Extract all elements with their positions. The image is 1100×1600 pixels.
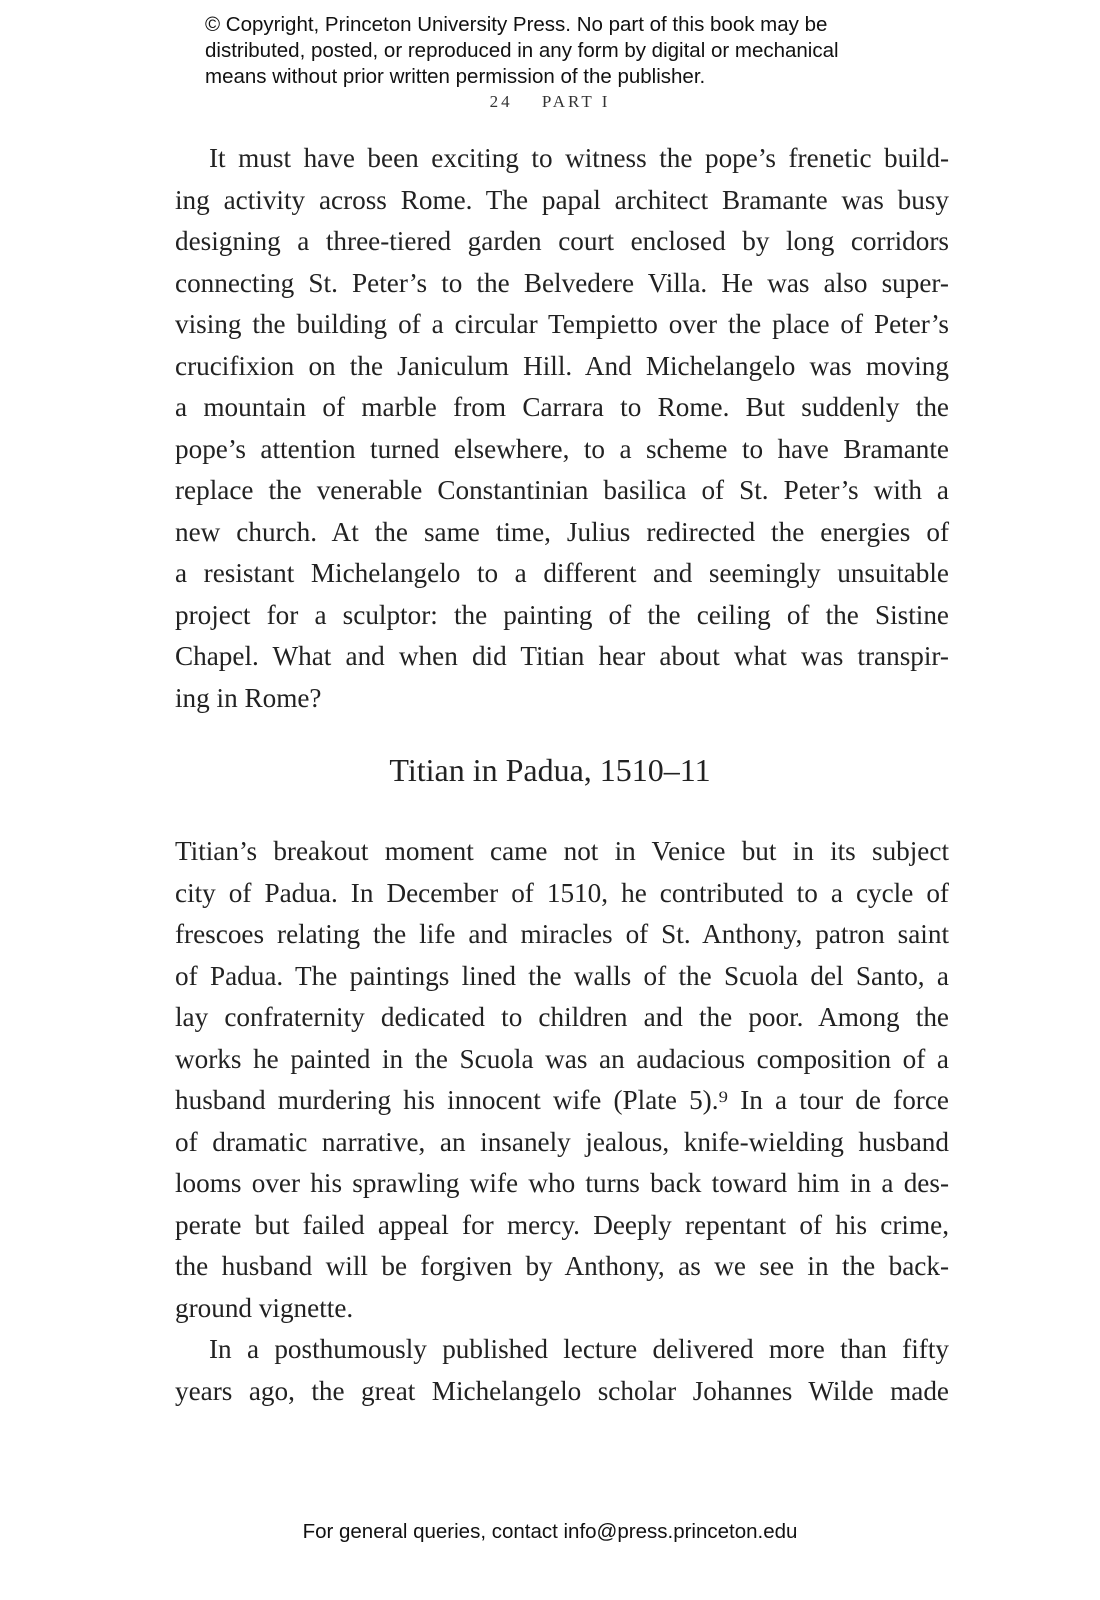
text-line: connecting St. Peter’s to the Belvedere Villa. He was also super- xyxy=(175,267,949,298)
copyright-notice xyxy=(205,12,925,90)
copyright-line: distributed, posted, or reproduced in any form by digital or mechanical xyxy=(205,39,839,62)
part-label: PART I xyxy=(541,92,611,111)
text-line: Chapel. What and when did Titian hear about what was transpir- xyxy=(175,641,949,671)
text-line: a resistant Michelangelo to a different and seemingly unsuitable xyxy=(175,558,949,588)
text-line: city of Padua. In December of 1510, he contributed to a cycle of xyxy=(175,877,949,908)
text-line: crucifixion on the Janiculum Hill. And Michelangelo was moving xyxy=(175,350,949,381)
page-number: 24 xyxy=(489,92,513,111)
text-line: ing activity across Rome. The papal architect Bramante was busy xyxy=(175,184,949,215)
text-line: husband murdering his innocent wife (Plate 5).⁹ In a tour de force xyxy=(175,1085,949,1115)
text-line: the husband will be forgiven by Anthony, as we see in the back- xyxy=(175,1251,949,1281)
text-line: In a posthumously published lecture delivered more than fifty xyxy=(209,1334,949,1364)
running-head xyxy=(0,92,1100,112)
text-line: pope’s attention turned elsewhere, to a scheme to have Bramante xyxy=(175,433,949,464)
text-line: a mountain of marble from Carrara to Rome. But suddenly the xyxy=(175,392,949,422)
copyright-line: © Copyright, Princeton University Press. No part of this book may be xyxy=(205,13,828,36)
copyright-line: means without prior written permission of the publisher. xyxy=(205,65,706,88)
section-heading: Titian in Padua, 1510–11 xyxy=(389,752,711,788)
text-line: It must have been exciting to witness the pope’s frenetic build- xyxy=(209,143,949,173)
text-line: perate but failed appeal for mercy. Deeply repentant of his crime, xyxy=(175,1209,949,1240)
paragraph-rome xyxy=(175,138,949,719)
text-line: years ago, the great Michelangelo scholar Johannes Wilde made xyxy=(175,1375,949,1406)
text-line: replace the venerable Constantinian basilica of St. Peter’s with a xyxy=(175,475,949,505)
text-line: of dramatic narrative, an insanely jealous, knife-wielding husband xyxy=(175,1126,949,1157)
text-line: ing in Rome? xyxy=(175,682,322,713)
paragraph-padua xyxy=(175,831,949,1412)
text-line: looms over his sprawling wife who turns back toward him in a des- xyxy=(175,1168,949,1198)
text-line: frescoes relating the life and miracles of St. Anthony, patron saint xyxy=(175,919,949,949)
text-line: new church. At the same time, Julius redirected the energies of xyxy=(175,516,949,547)
text-line: Titian’s breakout moment came not in Venice but in its subject xyxy=(175,836,949,866)
text-line: vising the building of a circular Tempietto over the place of Peter’s xyxy=(175,309,949,339)
text-line: designing a three-tiered garden court enclosed by long corridors xyxy=(175,226,949,256)
text-line: lay confraternity dedicated to children and the poor. Among the xyxy=(175,1002,949,1032)
text-line: of Padua. The paintings lined the walls of the Scuola del Santo, a xyxy=(175,960,949,991)
text-line: project for a sculptor: the painting of the ceiling of the Sistine xyxy=(175,599,949,630)
text-line: ground vignette. xyxy=(175,1292,354,1323)
footer-contact: For general queries, contact info@press.princeton.edu xyxy=(302,1520,798,1543)
text-line: works he painted in the Scuola was an audacious composition of a xyxy=(175,1043,949,1074)
